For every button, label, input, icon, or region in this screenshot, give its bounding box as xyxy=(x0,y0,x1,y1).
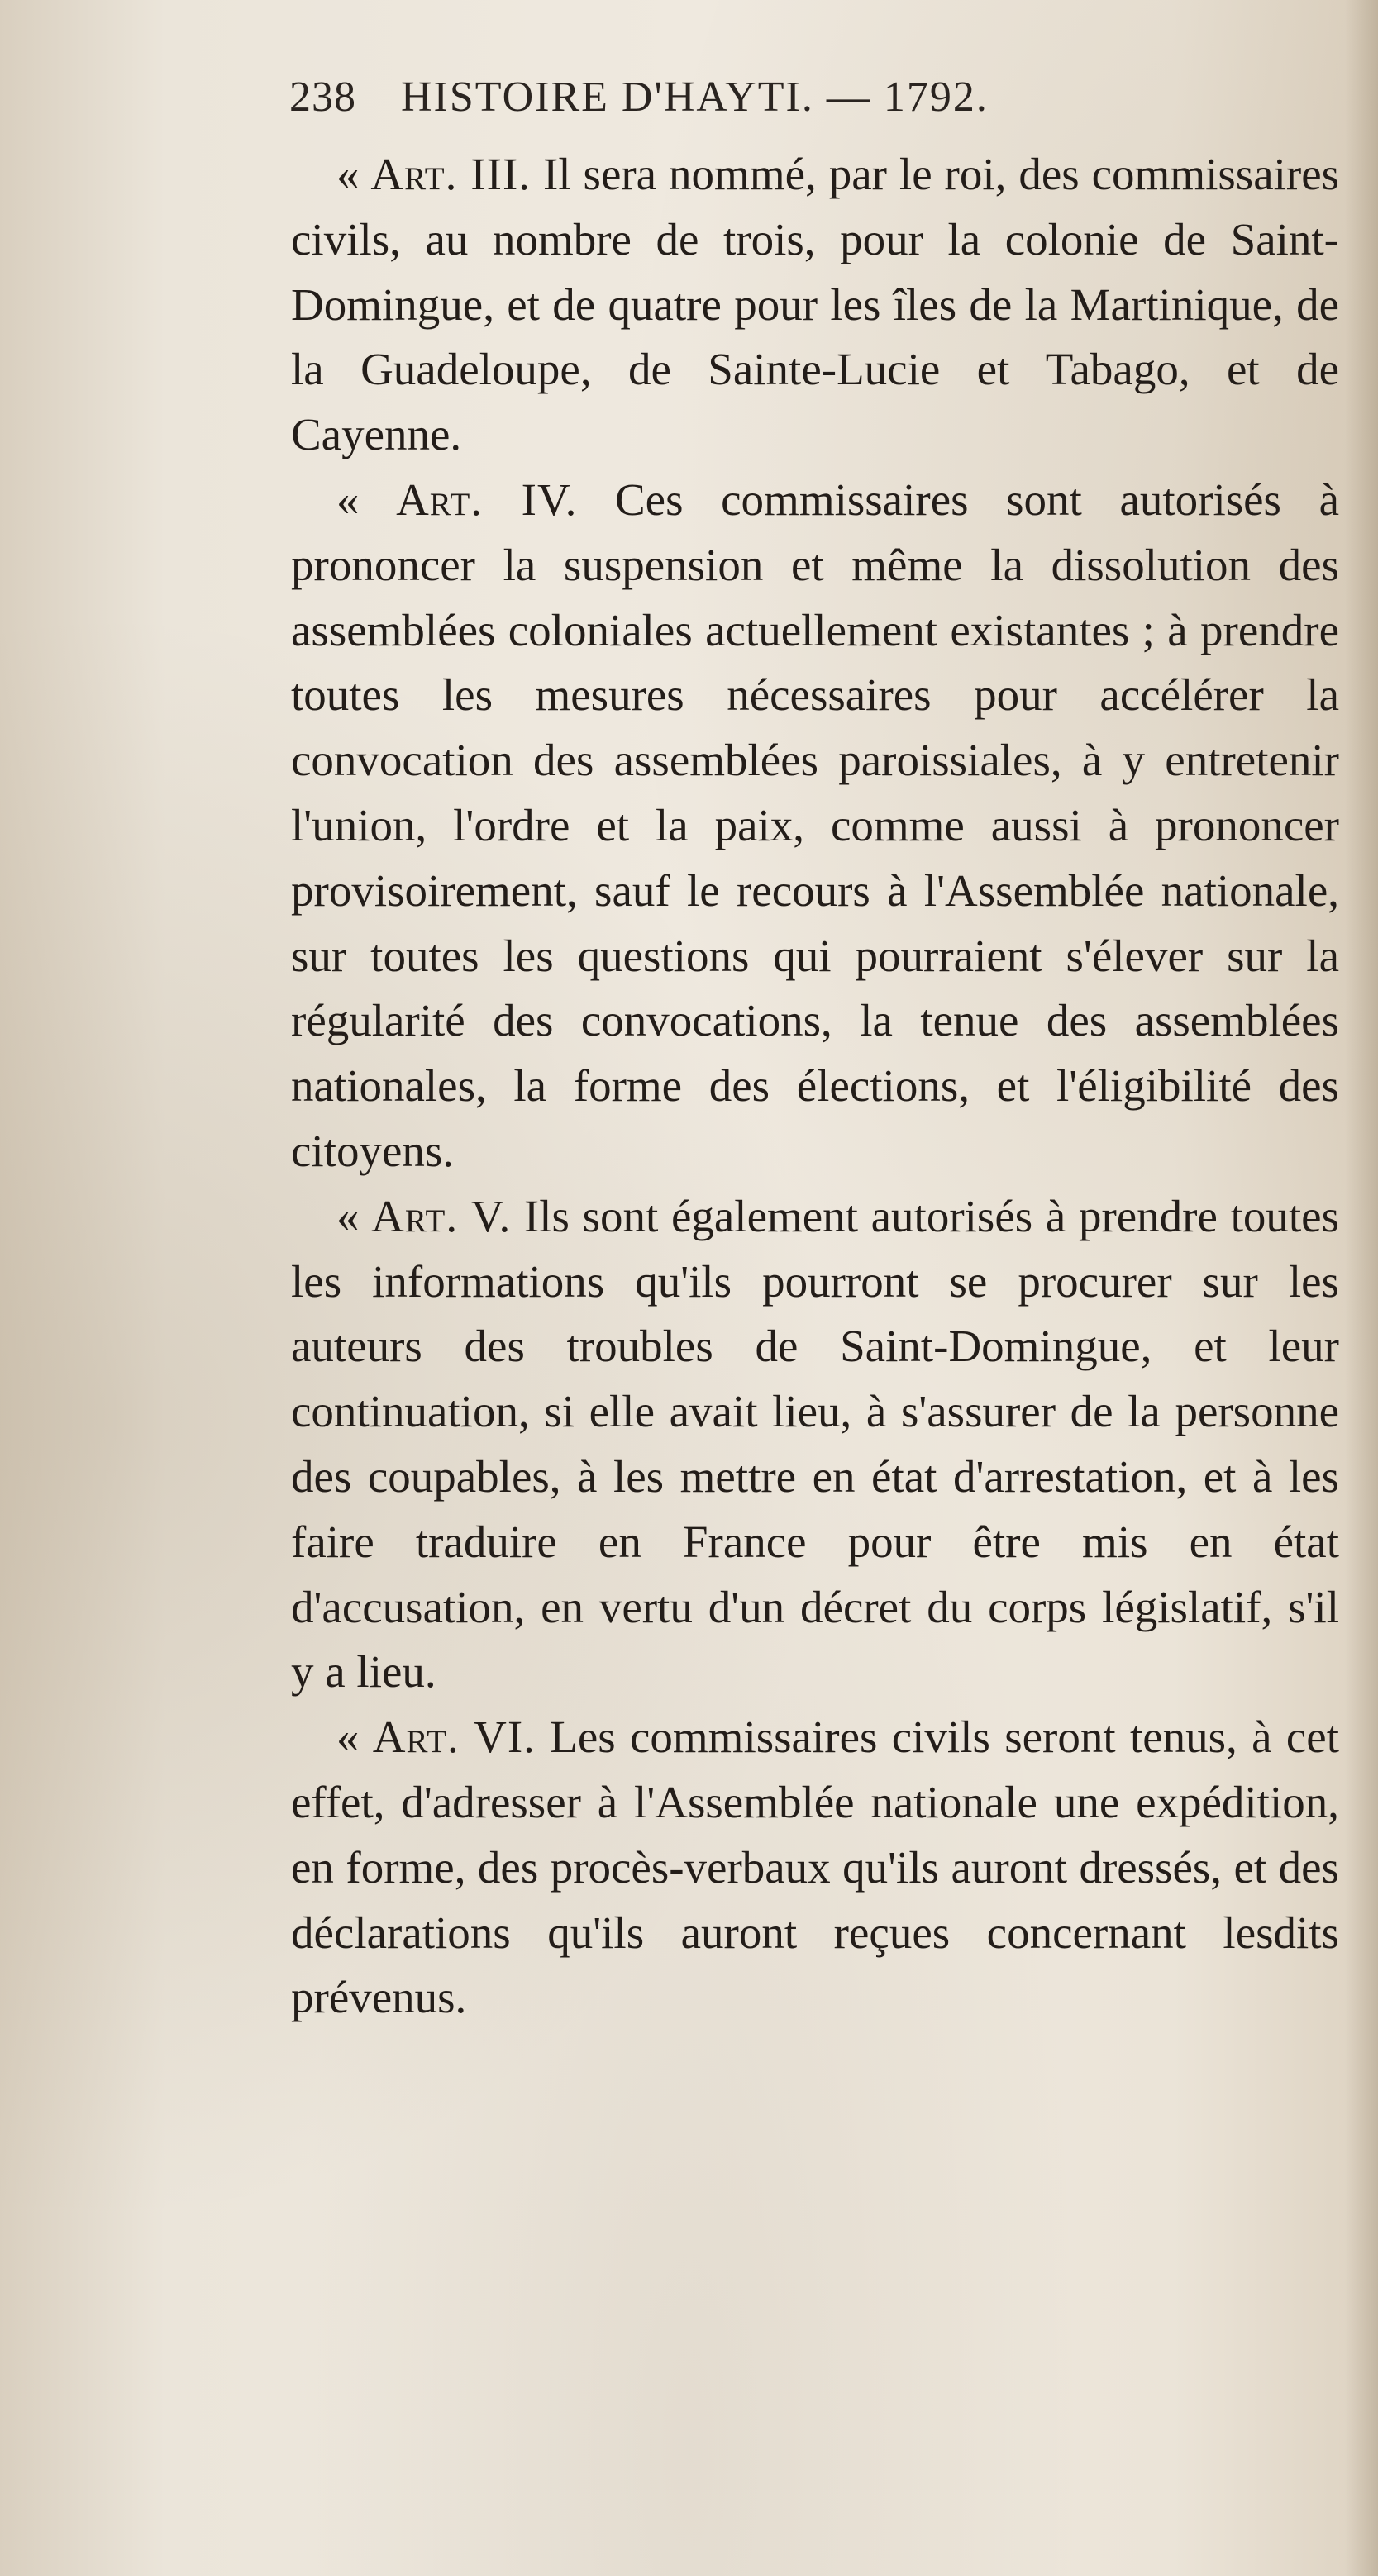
page-number: 238 xyxy=(289,74,356,121)
article-label: « Art. IV. xyxy=(336,474,578,525)
article-text: Ils sont également autorisés à prendre toutes les informations qu'ils pourront se procurer sur les auteurs des troubles de Saint-Domingue, et leur continuation, si elle avait lieu, à s'assurer de la personne des coupables, à les mettre en état d'arrestation, et à les faire traduire en France pour être mis en état d'accusation, en vertu d'un décret du corps législatif, s'il y a lieu. xyxy=(291,1190,1339,1697)
article-paragraph xyxy=(291,1705,1339,2031)
article-text: Ces commissaires sont autorisés à prononcer la suspension et même la dissolution des assemblées coloniales actuellement existantes ; à prendre toutes les mesures nécessaires pour accélérer la convocation des assemblées paroissiales, à y entretenir l'union, l'ordre et la paix, comme aussi à prononcer provisoirement, sauf le recours à l'Assemblée nationale, sur toutes les questions qui pourraient s'élever sur la régularité des convocations, la tenue des assemblées nationales, la forme des élections, et l'éligibilité des citoyens. xyxy=(291,474,1339,1176)
article-paragraph xyxy=(291,468,1339,1184)
article-paragraph xyxy=(291,142,1339,468)
article-text: Il sera nommé, par le roi, des commissaires civils, au nombre de trois, pour la colonie de Saint-Domingue, et de quatre pour les îles de la Martinique, de la Guadeloupe, de Sainte-Lucie et Tabago, et de Cayenne. xyxy=(291,149,1340,460)
article-label: « Art. VI. xyxy=(336,1712,536,1763)
article-paragraph xyxy=(291,1184,1339,1705)
running-title: HISTOIRE D'HAYTI. — 1792. xyxy=(401,74,989,121)
article-label: « Art. III. xyxy=(336,149,532,199)
article-text: Les commissaires civils seront tenus, à cet effet, d'adresser à l'Assemblée nationale une expédition, en forme, des procès-verbaux qu'ils auront dressés, et des déclarations qu'ils auront reçues concernant lesdits prévenus. xyxy=(291,1712,1340,2023)
article-label: « Art. V. xyxy=(336,1190,512,1241)
running-header xyxy=(289,73,1182,131)
body-text xyxy=(291,142,1339,2031)
